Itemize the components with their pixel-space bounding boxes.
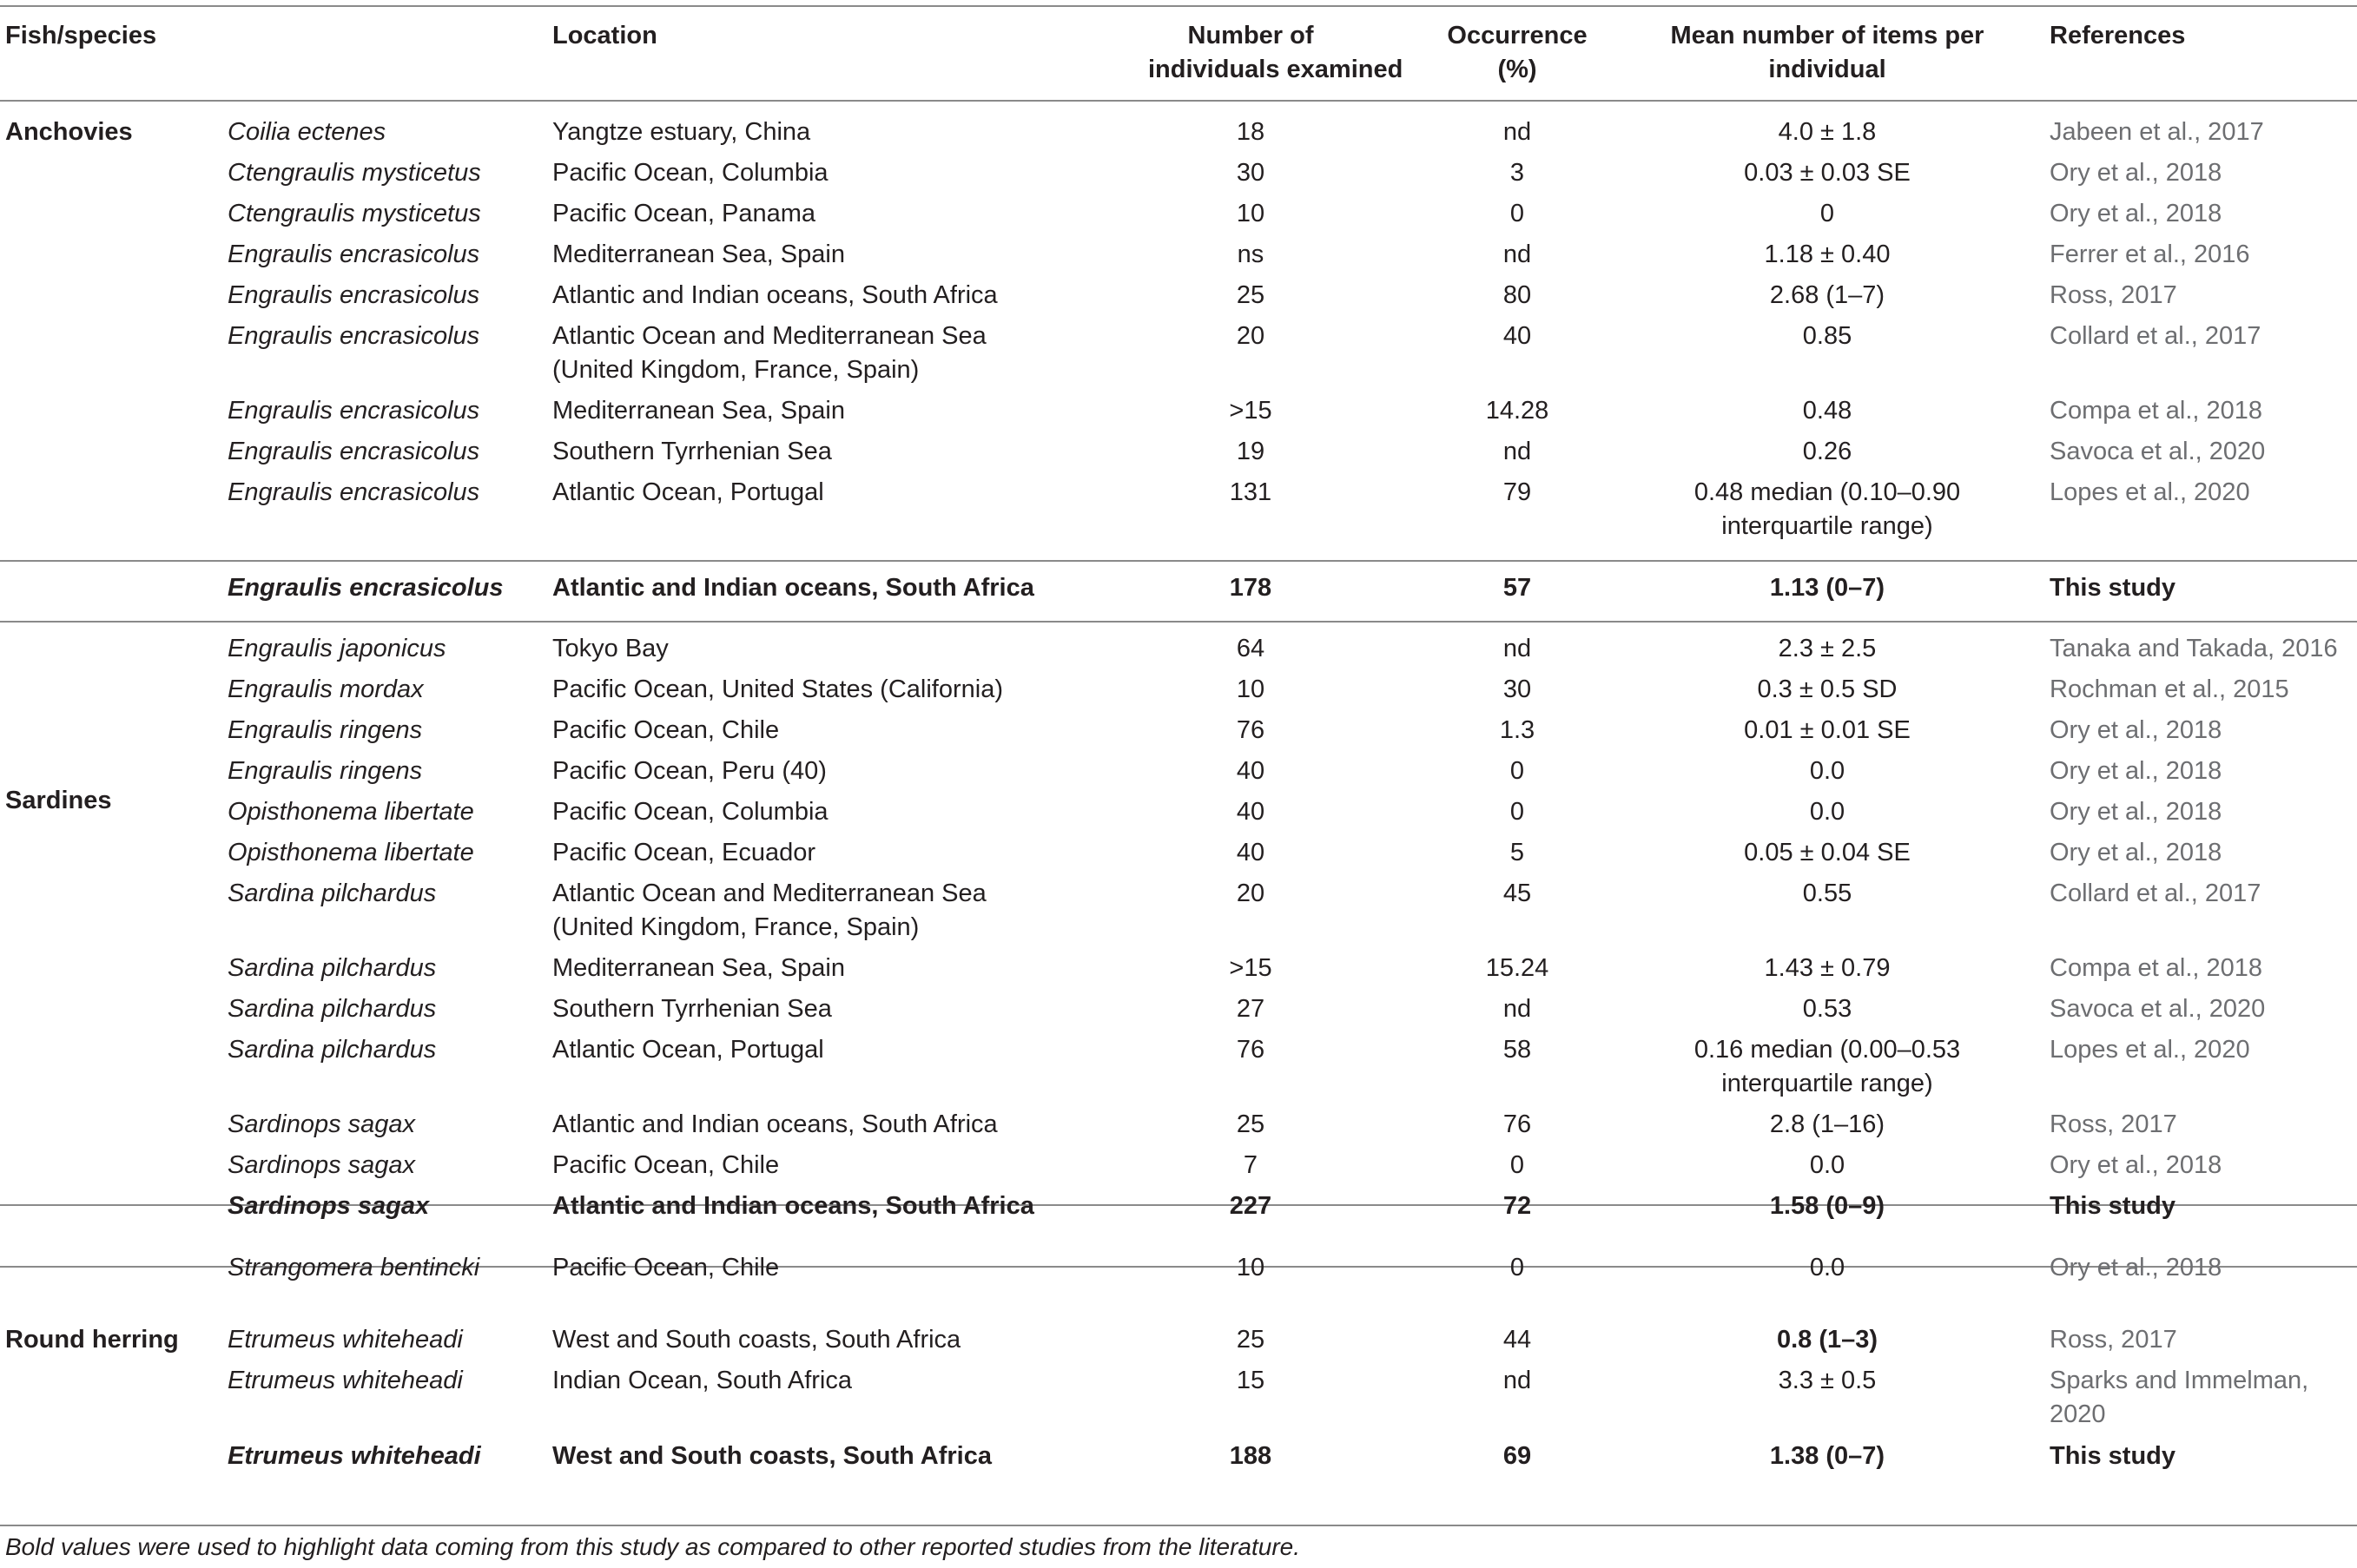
individuals-cell: 20 bbox=[1236, 880, 1265, 907]
mean-items-cell: 1.18 ± 0.40 bbox=[1764, 240, 1891, 268]
occurrence-cell: 79 bbox=[1502, 478, 1532, 506]
location-cell: Pacific Ocean, Ecuador bbox=[552, 839, 816, 866]
mean-items-cell: 0.8 (1–3) bbox=[1776, 1326, 1878, 1354]
individuals-cell: >15 bbox=[1229, 397, 1272, 425]
occurrence-cell: 0 bbox=[1509, 1151, 1525, 1179]
location-cell: Atlantic and Indian oceans, South Africa bbox=[552, 1192, 1034, 1220]
section-rule bbox=[0, 621, 2357, 623]
mean-items-cell: 1.58 (0–9) bbox=[1769, 1192, 1885, 1220]
occurrence-cell: nd bbox=[1502, 635, 1532, 662]
species-cell: Engraulis encrasicolus bbox=[228, 240, 480, 268]
occurrence-cell: 76 bbox=[1502, 1110, 1532, 1138]
occurrence-cell: 40 bbox=[1502, 322, 1532, 350]
location-cell: Pacific Ocean, Columbia bbox=[552, 798, 829, 826]
species-cell: Engraulis mordax bbox=[228, 675, 424, 703]
reference-cell: This study bbox=[2050, 574, 2176, 602]
occurrence-cell: 0 bbox=[1509, 757, 1525, 785]
reference-cell: Ory et al., 2018 bbox=[2050, 757, 2222, 785]
occurrence-cell: 45 bbox=[1502, 880, 1532, 907]
location-cell: Indian Ocean, South Africa bbox=[552, 1367, 852, 1394]
location-cell: Mediterranean Sea, Spain bbox=[552, 397, 845, 425]
header-fish-species: Fish/species bbox=[5, 22, 157, 49]
mean-items-cell: 1.13 (0–7) bbox=[1769, 574, 1885, 602]
table-top-rule bbox=[0, 5, 2357, 7]
location-cell: Pacific Ocean, Panama bbox=[552, 200, 816, 227]
mean-items-cell: 4.0 ± 1.8 bbox=[1778, 118, 1877, 146]
location-cell: Atlantic and Indian oceans, South Africa bbox=[552, 281, 998, 309]
reference-cell: Lopes et al., 2020 bbox=[2050, 478, 2250, 506]
species-cell: Ctengraulis mysticetus bbox=[228, 200, 481, 227]
occurrence-cell: 0 bbox=[1509, 1254, 1525, 1281]
occurrence-cell: nd bbox=[1502, 1367, 1532, 1394]
location-cell: Pacific Ocean, Columbia bbox=[552, 159, 829, 187]
reference-cell: Sparks and Immelman, 2020 bbox=[2050, 1367, 2309, 1428]
mean-items-cell: 0.48 bbox=[1802, 397, 1852, 425]
mean-items-cell: 0.0 bbox=[1809, 798, 1845, 826]
species-cell: Sardinops sagax bbox=[228, 1110, 416, 1138]
species-cell: Engraulis encrasicolus bbox=[228, 438, 480, 465]
group-label: Anchovies bbox=[5, 118, 133, 146]
mean-items-cell: 2.3 ± 2.5 bbox=[1778, 635, 1877, 662]
header-mean-items: Mean number of items per individual bbox=[1670, 22, 1984, 83]
location-cell: Mediterranean Sea, Spain bbox=[552, 240, 845, 268]
reference-cell: Rochman et al., 2015 bbox=[2050, 675, 2289, 703]
individuals-cell: >15 bbox=[1229, 954, 1272, 982]
location-cell: Atlantic and Indian oceans, South Africa bbox=[552, 1110, 998, 1138]
individuals-cell: ns bbox=[1237, 240, 1264, 268]
occurrence-cell: 69 bbox=[1502, 1442, 1532, 1470]
species-cell: Engraulis encrasicolus bbox=[228, 322, 480, 350]
reference-cell: Savoca et al., 2020 bbox=[2050, 438, 2266, 465]
species-cell: Sardina pilchardus bbox=[228, 880, 437, 907]
reference-cell: Ory et al., 2018 bbox=[2050, 716, 2222, 744]
reference-cell: Ory et al., 2018 bbox=[2050, 159, 2222, 187]
reference-cell: This study bbox=[2050, 1192, 2176, 1220]
header-occurrence: Occurrence (%) bbox=[1447, 22, 1588, 83]
mean-items-cell: 1.43 ± 0.79 bbox=[1764, 954, 1891, 982]
individuals-cell: 178 bbox=[1229, 574, 1272, 602]
species-cell: Sardina pilchardus bbox=[228, 954, 437, 982]
mean-items-cell: 0.16 median (0.00–0.53 interquartile range) bbox=[1693, 1036, 1961, 1097]
individuals-cell: 76 bbox=[1236, 1036, 1265, 1064]
reference-cell: Ory et al., 2018 bbox=[2050, 839, 2222, 866]
location-cell: Pacific Ocean, Chile bbox=[552, 716, 780, 744]
mean-items-cell: 0.05 ± 0.04 SE bbox=[1744, 839, 1911, 866]
individuals-cell: 131 bbox=[1229, 478, 1272, 506]
location-cell: Pacific Ocean, Chile bbox=[552, 1151, 780, 1179]
individuals-cell: 10 bbox=[1236, 1254, 1265, 1281]
location-cell: Atlantic Ocean and Mediterranean Sea (United Kingdom, France, Spain) bbox=[552, 322, 987, 384]
mean-items-cell: 0.0 bbox=[1809, 1151, 1845, 1179]
species-cell: Engraulis encrasicolus bbox=[228, 478, 480, 506]
reference-cell: Tanaka and Takada, 2016 bbox=[2050, 635, 2338, 662]
header-rule bbox=[0, 100, 2357, 102]
mean-items-cell: 0.53 bbox=[1802, 995, 1852, 1023]
table-footnote: Bold values were used to highlight data coming from this study as compared to other reported studies from the literature. bbox=[5, 1533, 1300, 1560]
reference-cell: Ross, 2017 bbox=[2050, 1110, 2177, 1138]
mean-items-cell: 3.3 ± 0.5 bbox=[1778, 1367, 1877, 1394]
location-cell: Pacific Ocean, Chile bbox=[552, 1254, 780, 1281]
reference-cell: Jabeen et al., 2017 bbox=[2050, 118, 2264, 146]
occurrence-cell: 0 bbox=[1509, 798, 1525, 826]
species-cell: Engraulis encrasicolus bbox=[228, 397, 480, 425]
species-cell: Sardina pilchardus bbox=[228, 995, 437, 1023]
section-rule bbox=[0, 560, 2357, 562]
group-label: Round herring bbox=[5, 1326, 179, 1354]
species-cell: Sardinops sagax bbox=[228, 1192, 430, 1220]
occurrence-cell: 5 bbox=[1509, 839, 1525, 866]
reference-cell: Savoca et al., 2020 bbox=[2050, 995, 2266, 1023]
species-cell: Engraulis ringens bbox=[228, 716, 423, 744]
occurrence-cell: 14.28 bbox=[1485, 397, 1549, 425]
mean-items-cell: 0.3 ± 0.5 SD bbox=[1757, 675, 1898, 703]
reference-cell: Collard et al., 2017 bbox=[2050, 322, 2261, 350]
occurrence-cell: 44 bbox=[1502, 1326, 1532, 1354]
individuals-cell: 40 bbox=[1236, 839, 1265, 866]
location-cell: Southern Tyrrhenian Sea bbox=[552, 995, 832, 1023]
occurrence-cell: nd bbox=[1502, 118, 1532, 146]
reference-cell: Compa et al., 2018 bbox=[2050, 954, 2263, 982]
occurrence-cell: 80 bbox=[1502, 281, 1532, 309]
individuals-cell: 40 bbox=[1236, 798, 1265, 826]
location-cell: Southern Tyrrhenian Sea bbox=[552, 438, 832, 465]
reference-cell: Ory et al., 2018 bbox=[2050, 200, 2222, 227]
occurrence-cell: 58 bbox=[1502, 1036, 1532, 1064]
mean-items-cell: 0.0 bbox=[1809, 1254, 1845, 1281]
occurrence-cell: 30 bbox=[1502, 675, 1532, 703]
individuals-cell: 25 bbox=[1236, 1326, 1265, 1354]
species-cell: Engraulis encrasicolus bbox=[228, 574, 504, 602]
location-cell: Atlantic Ocean and Mediterranean Sea (United Kingdom, France, Spain) bbox=[552, 880, 987, 941]
reference-cell: Collard et al., 2017 bbox=[2050, 880, 2261, 907]
mean-items-cell: 1.38 (0–7) bbox=[1769, 1442, 1885, 1470]
species-cell: Engraulis ringens bbox=[228, 757, 423, 785]
header-references: References bbox=[2050, 22, 2186, 49]
mean-items-cell: 0.85 bbox=[1802, 322, 1852, 350]
occurrence-cell: nd bbox=[1502, 438, 1532, 465]
individuals-cell: 27 bbox=[1236, 995, 1265, 1023]
individuals-cell: 10 bbox=[1236, 200, 1265, 227]
individuals-cell: 76 bbox=[1236, 716, 1265, 744]
occurrence-cell: 57 bbox=[1502, 574, 1532, 602]
location-cell: Tokyo Bay bbox=[552, 635, 669, 662]
reference-cell: Ory et al., 2018 bbox=[2050, 1254, 2222, 1281]
mean-items-cell: 0.48 median (0.10–0.90 interquartile range) bbox=[1693, 478, 1961, 540]
location-cell: Yangtze estuary, China bbox=[552, 118, 811, 146]
reference-cell: Ross, 2017 bbox=[2050, 1326, 2177, 1354]
individuals-cell: 19 bbox=[1236, 438, 1265, 465]
mean-items-cell: 0.03 ± 0.03 SE bbox=[1744, 159, 1911, 187]
individuals-cell: 40 bbox=[1236, 757, 1265, 785]
header-individuals-examined: Number of individuals examined bbox=[1148, 22, 1403, 83]
species-cell: Opisthonema libertate bbox=[228, 798, 474, 826]
reference-cell: Ory et al., 2018 bbox=[2050, 1151, 2222, 1179]
reference-cell: This study bbox=[2050, 1442, 2176, 1470]
mean-items-cell: 0.26 bbox=[1802, 438, 1852, 465]
occurrence-cell: nd bbox=[1502, 995, 1532, 1023]
species-cell: Sardinops sagax bbox=[228, 1151, 416, 1179]
header-location: Location bbox=[552, 22, 657, 49]
individuals-cell: 188 bbox=[1229, 1442, 1272, 1470]
species-cell: Engraulis encrasicolus bbox=[228, 281, 480, 309]
individuals-cell: 30 bbox=[1236, 159, 1265, 187]
individuals-cell: 25 bbox=[1236, 281, 1265, 309]
table-bottom-rule bbox=[0, 1525, 2357, 1526]
location-cell: Pacific Ocean, Peru (40) bbox=[552, 757, 827, 785]
reference-cell: Ferrer et al., 2016 bbox=[2050, 240, 2250, 268]
mean-items-cell: 0.55 bbox=[1802, 880, 1852, 907]
individuals-cell: 25 bbox=[1236, 1110, 1265, 1138]
species-cell: Sardina pilchardus bbox=[228, 1036, 437, 1064]
species-cell: Opisthonema libertate bbox=[228, 839, 474, 866]
mean-items-cell: 0 bbox=[1819, 200, 1835, 227]
group-label: Sardines bbox=[5, 787, 112, 814]
individuals-cell: 18 bbox=[1236, 118, 1265, 146]
reference-cell: Lopes et al., 2020 bbox=[2050, 1036, 2250, 1064]
species-cell: Ctengraulis mysticetus bbox=[228, 159, 481, 187]
location-cell: Atlantic Ocean, Portugal bbox=[552, 478, 824, 506]
occurrence-cell: nd bbox=[1502, 240, 1532, 268]
individuals-cell: 15 bbox=[1236, 1367, 1265, 1394]
location-cell: Atlantic and Indian oceans, South Africa bbox=[552, 574, 1034, 602]
species-cell: Etrumeus whiteheadi bbox=[228, 1326, 463, 1354]
species-cell: Strangomera bentincki bbox=[228, 1254, 480, 1281]
location-cell: Atlantic Ocean, Portugal bbox=[552, 1036, 824, 1064]
occurrence-cell: 0 bbox=[1509, 200, 1525, 227]
species-cell: Coilia ectenes bbox=[228, 118, 386, 146]
species-cell: Etrumeus whiteheadi bbox=[228, 1442, 481, 1470]
species-cell: Etrumeus whiteheadi bbox=[228, 1367, 463, 1394]
mean-items-cell: 2.8 (1–16) bbox=[1769, 1110, 1885, 1138]
location-cell: West and South coasts, South Africa bbox=[552, 1442, 992, 1470]
reference-cell: Ory et al., 2018 bbox=[2050, 798, 2222, 826]
location-cell: Pacific Ocean, United States (California) bbox=[552, 675, 1003, 703]
species-cell: Engraulis japonicus bbox=[228, 635, 446, 662]
occurrence-cell: 3 bbox=[1509, 159, 1525, 187]
individuals-cell: 64 bbox=[1236, 635, 1265, 662]
location-cell: West and South coasts, South Africa bbox=[552, 1326, 961, 1354]
mean-items-cell: 0.01 ± 0.01 SE bbox=[1744, 716, 1911, 744]
individuals-cell: 227 bbox=[1229, 1192, 1272, 1220]
mean-items-cell: 0.0 bbox=[1809, 757, 1845, 785]
individuals-cell: 20 bbox=[1236, 322, 1265, 350]
reference-cell: Ross, 2017 bbox=[2050, 281, 2177, 309]
occurrence-cell: 15.24 bbox=[1485, 954, 1549, 982]
occurrence-cell: 1.3 bbox=[1499, 716, 1535, 744]
individuals-cell: 10 bbox=[1236, 675, 1265, 703]
reference-cell: Compa et al., 2018 bbox=[2050, 397, 2263, 425]
individuals-cell: 7 bbox=[1243, 1151, 1258, 1179]
location-cell: Mediterranean Sea, Spain bbox=[552, 954, 845, 982]
mean-items-cell: 2.68 (1–7) bbox=[1769, 281, 1885, 309]
occurrence-cell: 72 bbox=[1502, 1192, 1532, 1220]
